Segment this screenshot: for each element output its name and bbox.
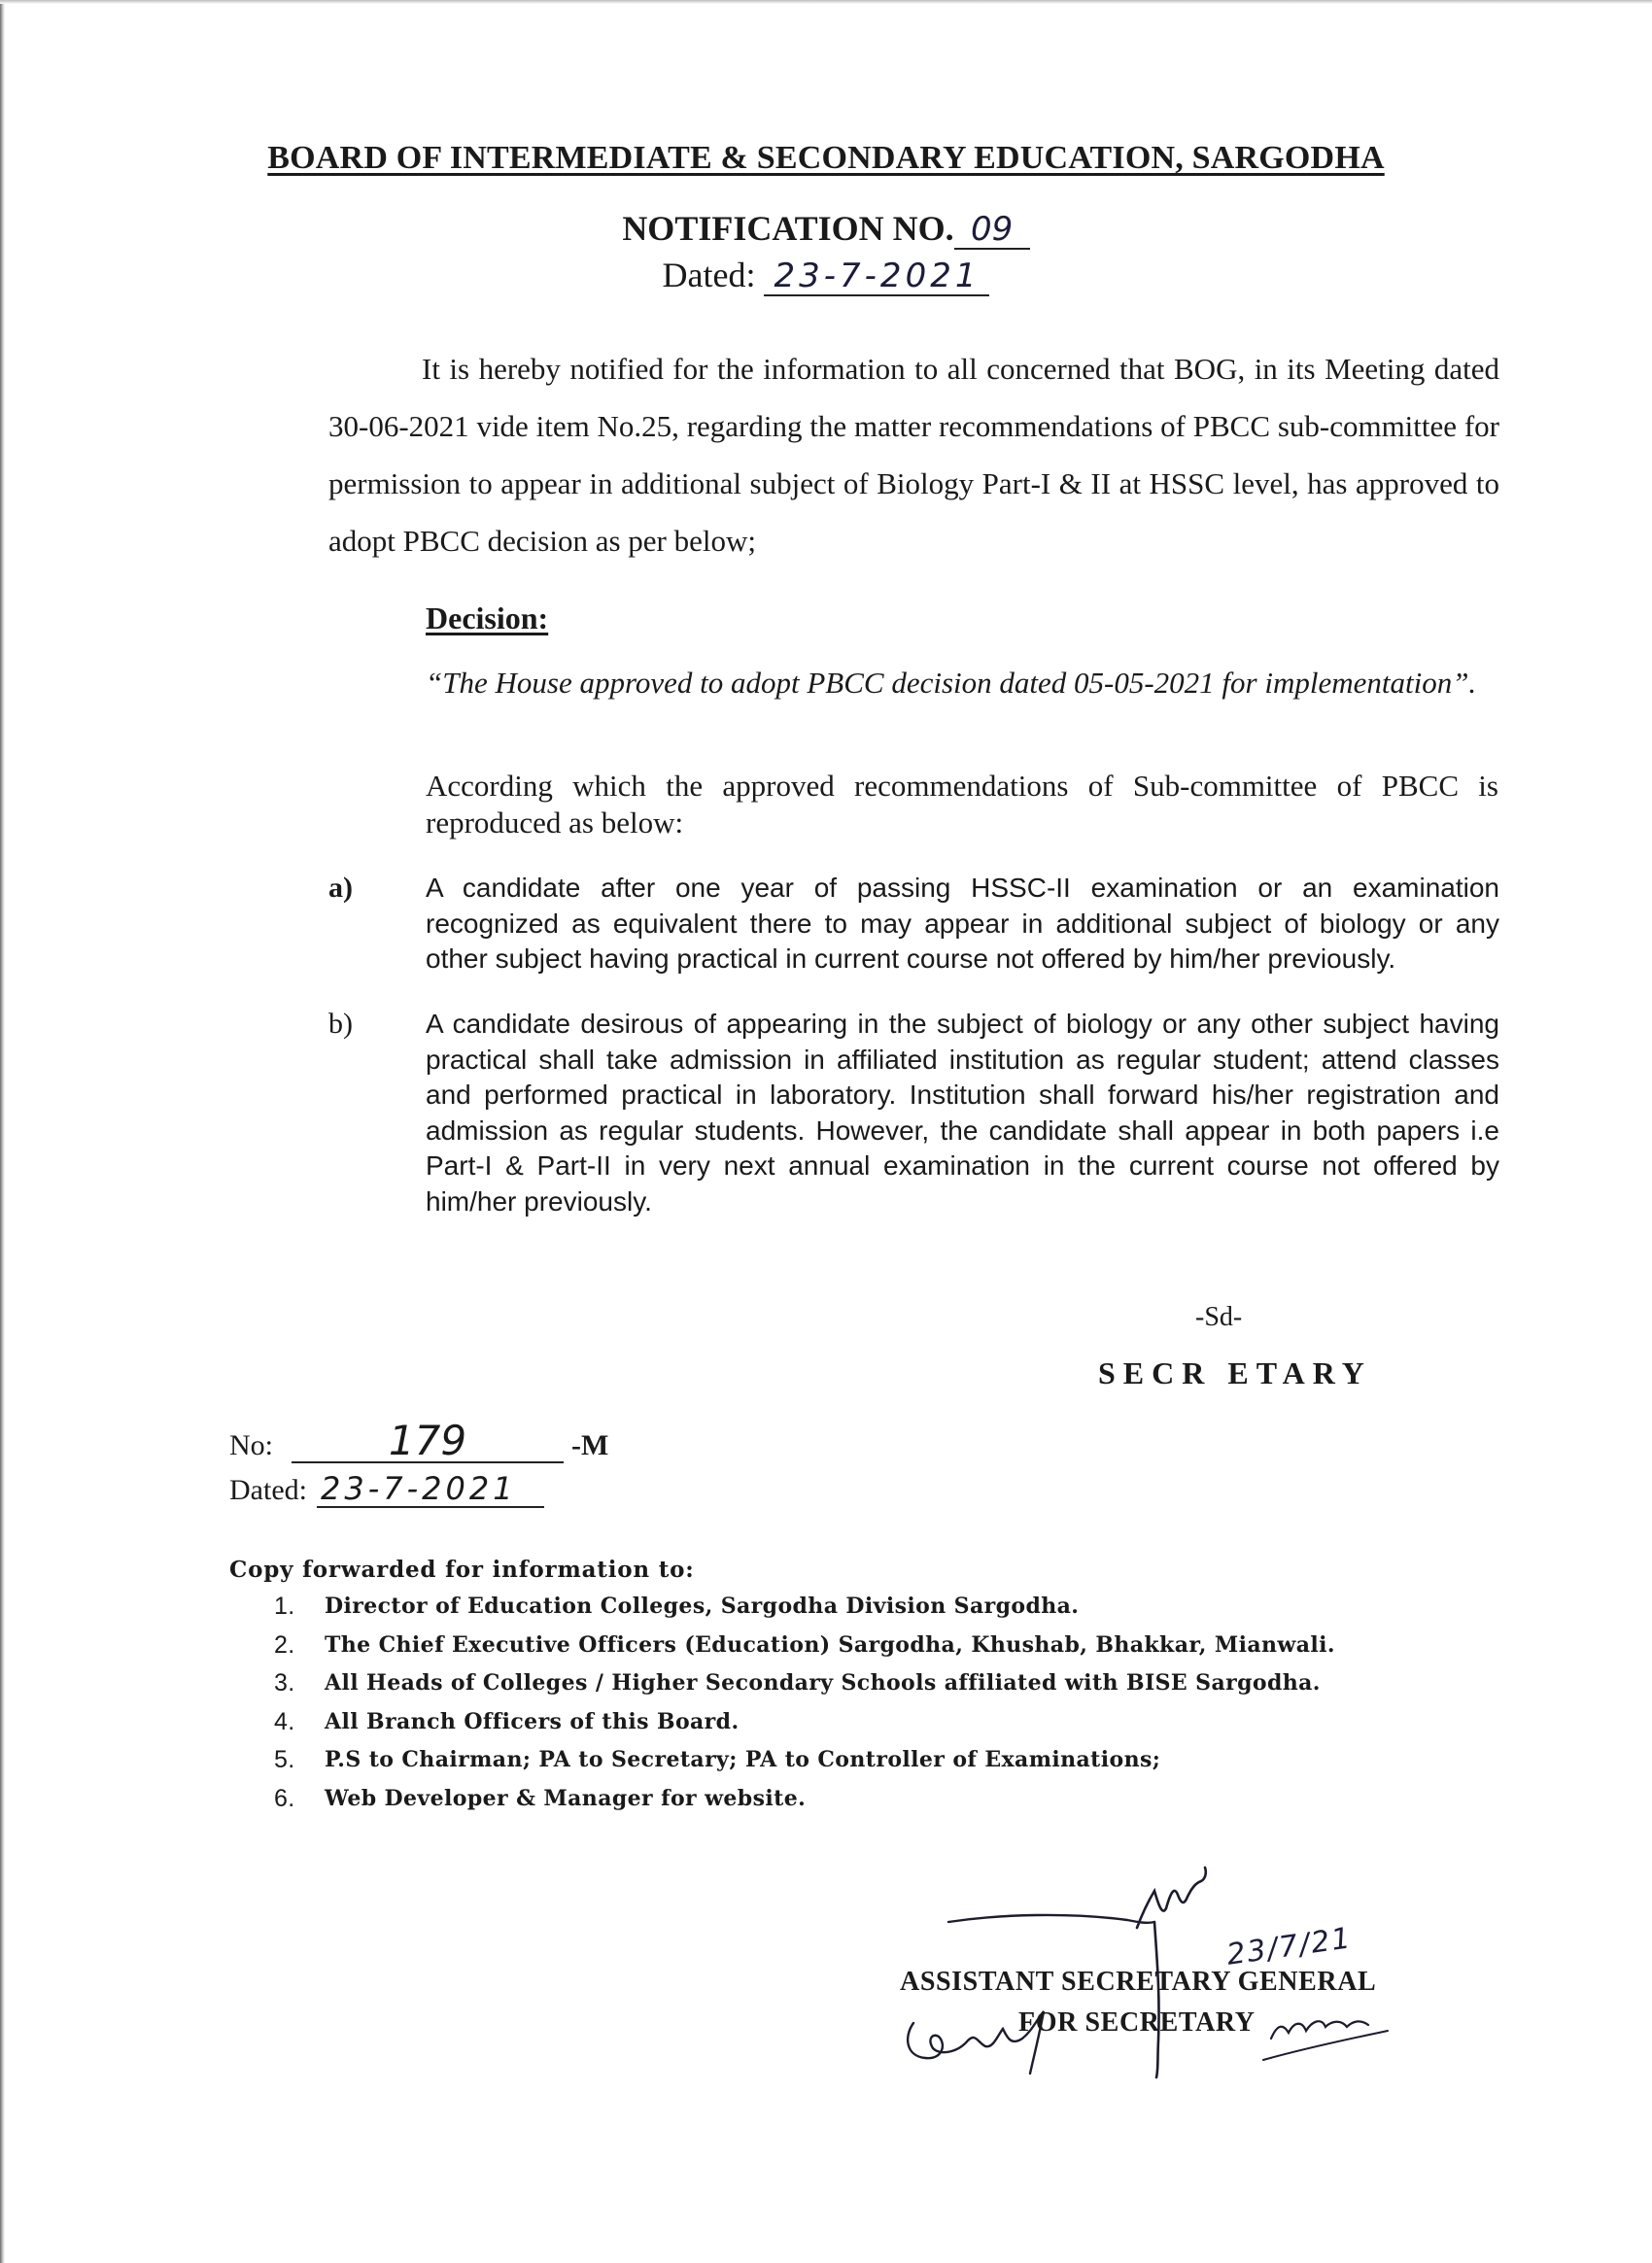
reference-dated-value: 23-7-2021 [317, 1473, 544, 1508]
decision-heading: Decision: [426, 600, 549, 635]
notification-number-line [0, 208, 1652, 250]
recipient-number: 5. [274, 1746, 295, 1774]
recipient-text: The Chief Executive Officers (Education) Sargodha, Khushab, Bhakkar, Mianwali. [325, 1631, 1335, 1658]
copy-forwarded-heading: Copy forwarded for information to: [229, 1557, 695, 1583]
recipient-number: 1. [274, 1593, 295, 1620]
list-item [274, 1741, 1440, 1780]
notification-label: NOTIFICATION NO. [622, 209, 954, 248]
designation-line-1: ASSISTANT SECRETARY GENERAL [900, 1967, 1377, 1997]
designation-line-2: FOR SECRETARY [1018, 2007, 1256, 2038]
list-item [328, 871, 1499, 977]
recipient-text: All Branch Officers of this Board. [325, 1708, 740, 1734]
list-item [274, 1664, 1440, 1703]
reference-dated-label: Dated: [229, 1474, 307, 1506]
dated-label: Dated: [662, 256, 756, 294]
reference-no-suffix: -M [571, 1429, 609, 1461]
notification-number: 09 [954, 213, 1030, 250]
list-item [328, 1007, 1499, 1219]
list-item [274, 1780, 1440, 1819]
recipient-text: P.S to Chairman; PA to Secretary; PA to Controller of Examinations; [325, 1747, 1161, 1773]
recipient-text: Web Developer & Manager for website. [325, 1785, 807, 1811]
item-text: A candidate after one year of passing HSSC-II examination or an examination recognized as equivalent there to may appear in additional subject of biology or any other subject having practical in current course not offered by him/her previously. [426, 873, 1499, 974]
dated-value: 23-7-2021 [764, 259, 989, 296]
reference-no-label: No: [229, 1429, 273, 1461]
list-item [274, 1627, 1440, 1665]
list-item [274, 1703, 1440, 1742]
notification-date-line [0, 255, 1652, 296]
decision-quote: “The House approved to adopt PBCC decision dated 05-05-2021 for implementation”. [426, 666, 1477, 700]
recipient-number: 3. [274, 1669, 295, 1697]
signature-date: 23/7/21 [1224, 1921, 1355, 1972]
list-item [274, 1588, 1440, 1627]
item-marker: a) [328, 872, 353, 904]
reference-date-line [229, 1470, 544, 1508]
recipient-number: 6. [274, 1784, 295, 1812]
item-text: A candidate desirous of appearing in the subject of biology or any other subject having practical shall take admission in affiliated institution as regular student; attend classes and performed practical in laboratory. Institution shall forward his/her registration and admission as regular students. However, the candidate shall appear in both papers i.e Part-I & Part-II in very next annual examination in the current course not offered by him/her previously. [426, 1009, 1499, 1217]
sd-mark: -Sd- [1195, 1302, 1243, 1332]
reference-no-value: 179 [292, 1421, 564, 1463]
according-paragraph: According which the approved recommendations of Sub-committee of PBCC is reproduced as below: [426, 769, 1498, 840]
recipient-text: Director of Education Colleges, Sargodha Division Sargodha. [325, 1594, 1080, 1619]
intro-paragraph: It is hereby notified for the information to all concerned that BOG, in its Meeting dated 30-06-2021 vide item No.25, regarding the matter recommendations of PBCC sub-committee for permission to appear in additional subject of Biology Part-I & II at HSSC level, has approved to adopt PBCC decision as per below; [328, 352, 1499, 558]
reference-number-line [229, 1417, 609, 1464]
board-title: BOARD OF INTERMEDIATE & SECONDARY EDUCATION, SARGODHA [267, 140, 1385, 176]
recipient-list [274, 1588, 1440, 1819]
scan-edge-top [0, 0, 1652, 4]
secretary-title: SECR ETARY [1098, 1355, 1372, 1390]
item-marker: b) [328, 1008, 353, 1040]
recipient-number: 2. [274, 1630, 295, 1659]
recipient-number: 4. [274, 1707, 295, 1735]
scan-edge [0, 0, 5, 2263]
recipient-text: All Heads of Colleges / Higher Secondary Schools affiliated with BISE Sargodha. [325, 1670, 1321, 1697]
